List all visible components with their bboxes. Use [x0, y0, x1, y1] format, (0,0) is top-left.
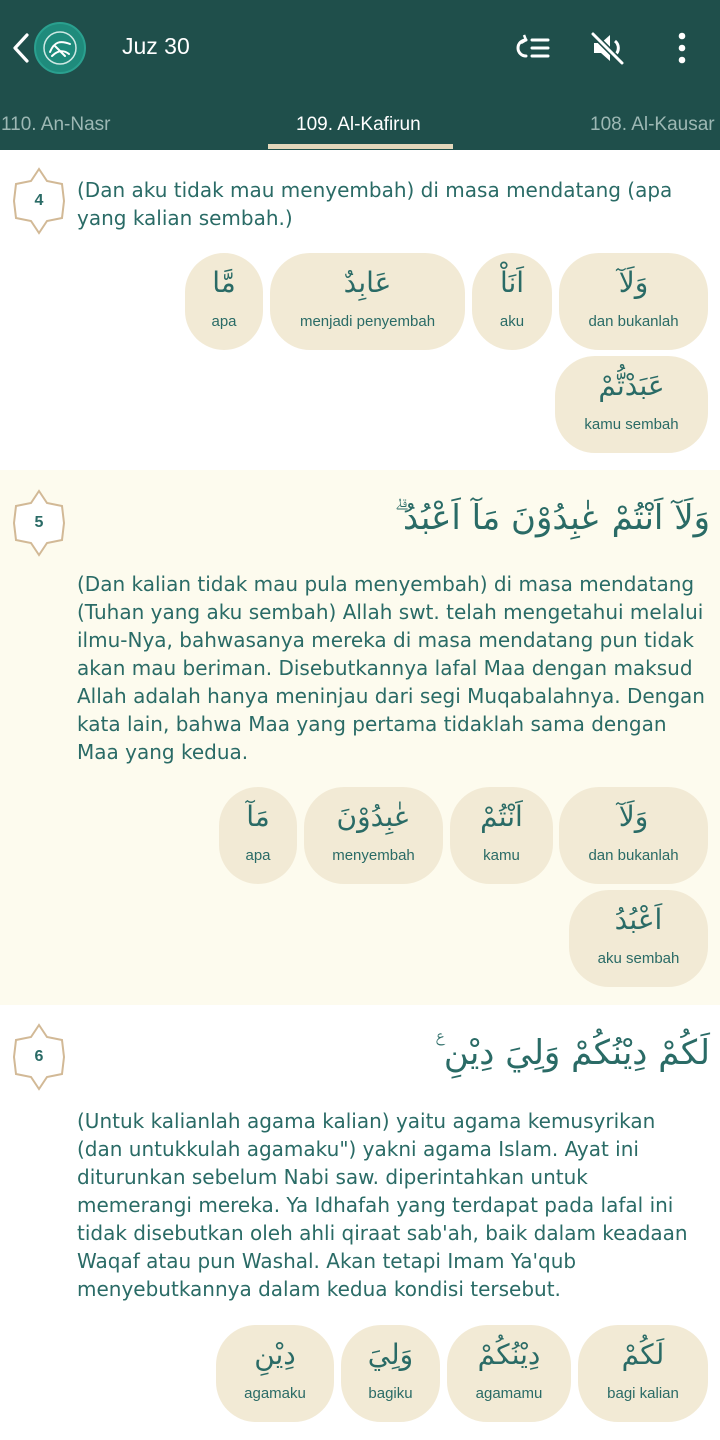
active-tab-indicator [268, 144, 453, 149]
word-translation: bagiku [368, 1385, 413, 1402]
verse-card [0, 150, 720, 470]
word-translation: kamu sembah [584, 416, 679, 433]
word-chip[interactable] [555, 356, 708, 453]
word-arabic: دِيْنِ [254, 1338, 296, 1371]
mute-button[interactable] [586, 26, 630, 70]
word-chip[interactable] [447, 1325, 571, 1422]
word-arabic: اَنْتُمْ [480, 800, 523, 833]
display-options-button[interactable] [510, 26, 554, 70]
volume-mute-icon [589, 31, 627, 65]
word-arabic: دِيْنُكُمْ [477, 1338, 541, 1371]
verse-translation: (Untuk kalianlah agama kalian) yaitu agama kemusyrikan (dan untukkulah agamaku") yakni agama Islam. Ayat ini diturunkan sebelum Nabi saw. diperintahkan untuk memerangi mereka. Ya Idhafah yang terdapat pada lafal ini tidak disebutkan oleh ahli qiraat sab'ah, baik dalam keadaan Waqaf atau pun Washal. Akan tetapi Imam Ya'qub menyebutkannya dalam kedua kondisi tersebut. [77, 1109, 688, 1301]
word-arabic: وَلَآ [618, 800, 649, 833]
verse-card [0, 1005, 720, 1440]
verse-number: 4 [34, 192, 44, 209]
word-arabic: اَعْبُدُ [614, 903, 663, 936]
word-chip[interactable] [216, 1325, 334, 1422]
more-menu-button[interactable] [660, 26, 704, 70]
tab-surah-108[interactable]: 108. Al-Kausar [590, 114, 715, 135]
word-translation: bagi kalian [607, 1385, 679, 1402]
chevron-left-icon [10, 31, 32, 65]
page-title: Juz 30 [122, 33, 190, 59]
quran-logo-icon[interactable] [34, 22, 86, 74]
word-translation: dan bukanlah [588, 313, 679, 330]
word-chip[interactable] [559, 253, 708, 350]
word-arabic: عَابِدٌ [343, 266, 392, 299]
tab-surah-109[interactable]: 109. Al-Kafirun [296, 114, 421, 135]
word-chip[interactable] [270, 253, 465, 350]
word-translation: apa [211, 313, 237, 330]
verse-number: 6 [34, 1048, 44, 1065]
word-translation: menyembah [332, 847, 415, 864]
word-chip[interactable] [450, 787, 553, 884]
word-translation: apa [245, 847, 271, 864]
word-chip[interactable] [472, 253, 552, 350]
word-arabic: عٰبِدُوْنَ [336, 800, 411, 833]
word-translation: aku [499, 313, 525, 330]
verse-card [0, 470, 720, 1005]
more-vertical-icon [677, 32, 687, 64]
verse-arabic: لَكُمْ دِيْنُكُمْ وَلِيَ دِيْنِ ࣖ [435, 1033, 710, 1073]
word-translation: kamu [483, 847, 520, 864]
word-translation: aku sembah [597, 950, 680, 967]
app-bar [0, 0, 720, 150]
word-chip[interactable] [304, 787, 443, 884]
back-button[interactable] [6, 28, 36, 68]
word-chip[interactable] [569, 890, 708, 987]
word-chip[interactable] [578, 1325, 708, 1422]
word-arabic: اَنَاْ [499, 266, 525, 299]
tab-surah-110[interactable]: 110. An-Nasr [1, 114, 111, 135]
verse-arabic: وَلَآ اَنْتُمْ عٰبِدُوْنَ مَآ اَعْبُدُ ۗ [394, 498, 710, 538]
word-arabic: وَلِيَ [367, 1338, 414, 1371]
verse-number-badge [8, 1022, 70, 1092]
verse-number-badge [8, 166, 70, 236]
word-translation: dan bukanlah [588, 847, 679, 864]
word-chip[interactable] [219, 787, 297, 884]
word-arabic: لَكُمْ [621, 1338, 665, 1371]
word-chip[interactable] [341, 1325, 440, 1422]
verse-translation: (Dan kalian tidak mau pula menyembah) di masa mendatang (Tuhan yang aku sembah) Allah swt. telah mengetahui melalui ilmu-Nya, bahwasanya mereka di masa mendatang pun tidak akan mau beriman. Disebutkannya lafal Maa dengan maksud Allah adalah hanya meninjau dari segi Muqabalahnya. Dengan kata lain, bahwa Maa yang pertama tidaklah sama dengan Maa yang kedua. [77, 572, 705, 764]
word-arabic: مَآ [246, 800, 270, 833]
word-translation: menjadi penyembah [299, 313, 436, 330]
verse-number: 5 [34, 514, 44, 531]
word-arabic: عَبَدْتُّمْ [598, 369, 665, 402]
word-chip[interactable] [559, 787, 708, 884]
verse-number-badge [8, 488, 70, 558]
word-translation: agamamu [475, 1385, 543, 1402]
word-arabic: مَّا [212, 266, 236, 299]
display-options-icon [512, 33, 552, 63]
word-translation: agamaku [244, 1385, 306, 1402]
verse-translation: (Dan aku tidak mau menyembah) di masa mendatang (apa yang kalian sembah.) [77, 178, 673, 230]
word-arabic: وَلَآ [618, 266, 649, 299]
word-chip[interactable] [185, 253, 263, 350]
